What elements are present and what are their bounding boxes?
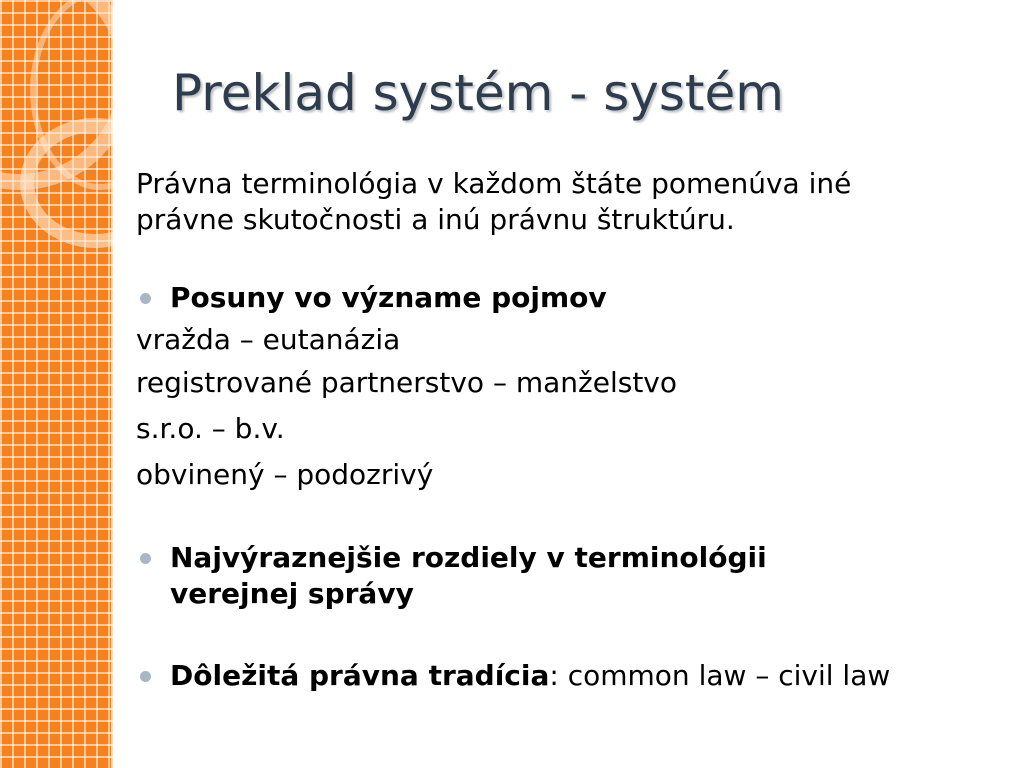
example-item: registrované partnerstvo – manželstvo bbox=[136, 366, 677, 399]
bullet-public-administration bbox=[136, 540, 996, 612]
bullet-label-line-2: verejnej správy bbox=[170, 577, 414, 610]
intro-line-2: právne skutočnosti a inú právnu štruktúru. bbox=[136, 203, 735, 236]
example-item: s.r.o. – b.v. bbox=[136, 412, 285, 445]
example-item: vražda – eutanázia bbox=[136, 323, 401, 356]
bullet-dot-icon bbox=[140, 293, 151, 304]
bullet-dot-icon bbox=[140, 671, 151, 682]
bullet-shifts-in-meaning bbox=[136, 280, 996, 316]
intro-line-1: Právna terminológia v každom štáte pomenúva iné bbox=[136, 167, 852, 200]
decorative-side-band bbox=[0, 0, 113, 768]
bullet-rest-text: : common law – civil law bbox=[549, 659, 891, 692]
slide-content bbox=[136, 166, 996, 694]
bullet-label: Posuny vo význame pojmov bbox=[170, 281, 607, 314]
bullet-dot-icon bbox=[140, 553, 151, 564]
example-item: obvinený – podozrivý bbox=[136, 458, 434, 491]
intro-paragraph bbox=[136, 166, 996, 238]
bullet-label-line-1: Najvýraznejšie rozdiely v terminológii bbox=[170, 541, 767, 574]
slide-title: Preklad systém - systém bbox=[172, 64, 784, 122]
bullet-legal-tradition bbox=[136, 658, 996, 694]
example-list bbox=[136, 320, 996, 498]
bullet-label: Dôležitá právna tradícia bbox=[170, 659, 550, 692]
